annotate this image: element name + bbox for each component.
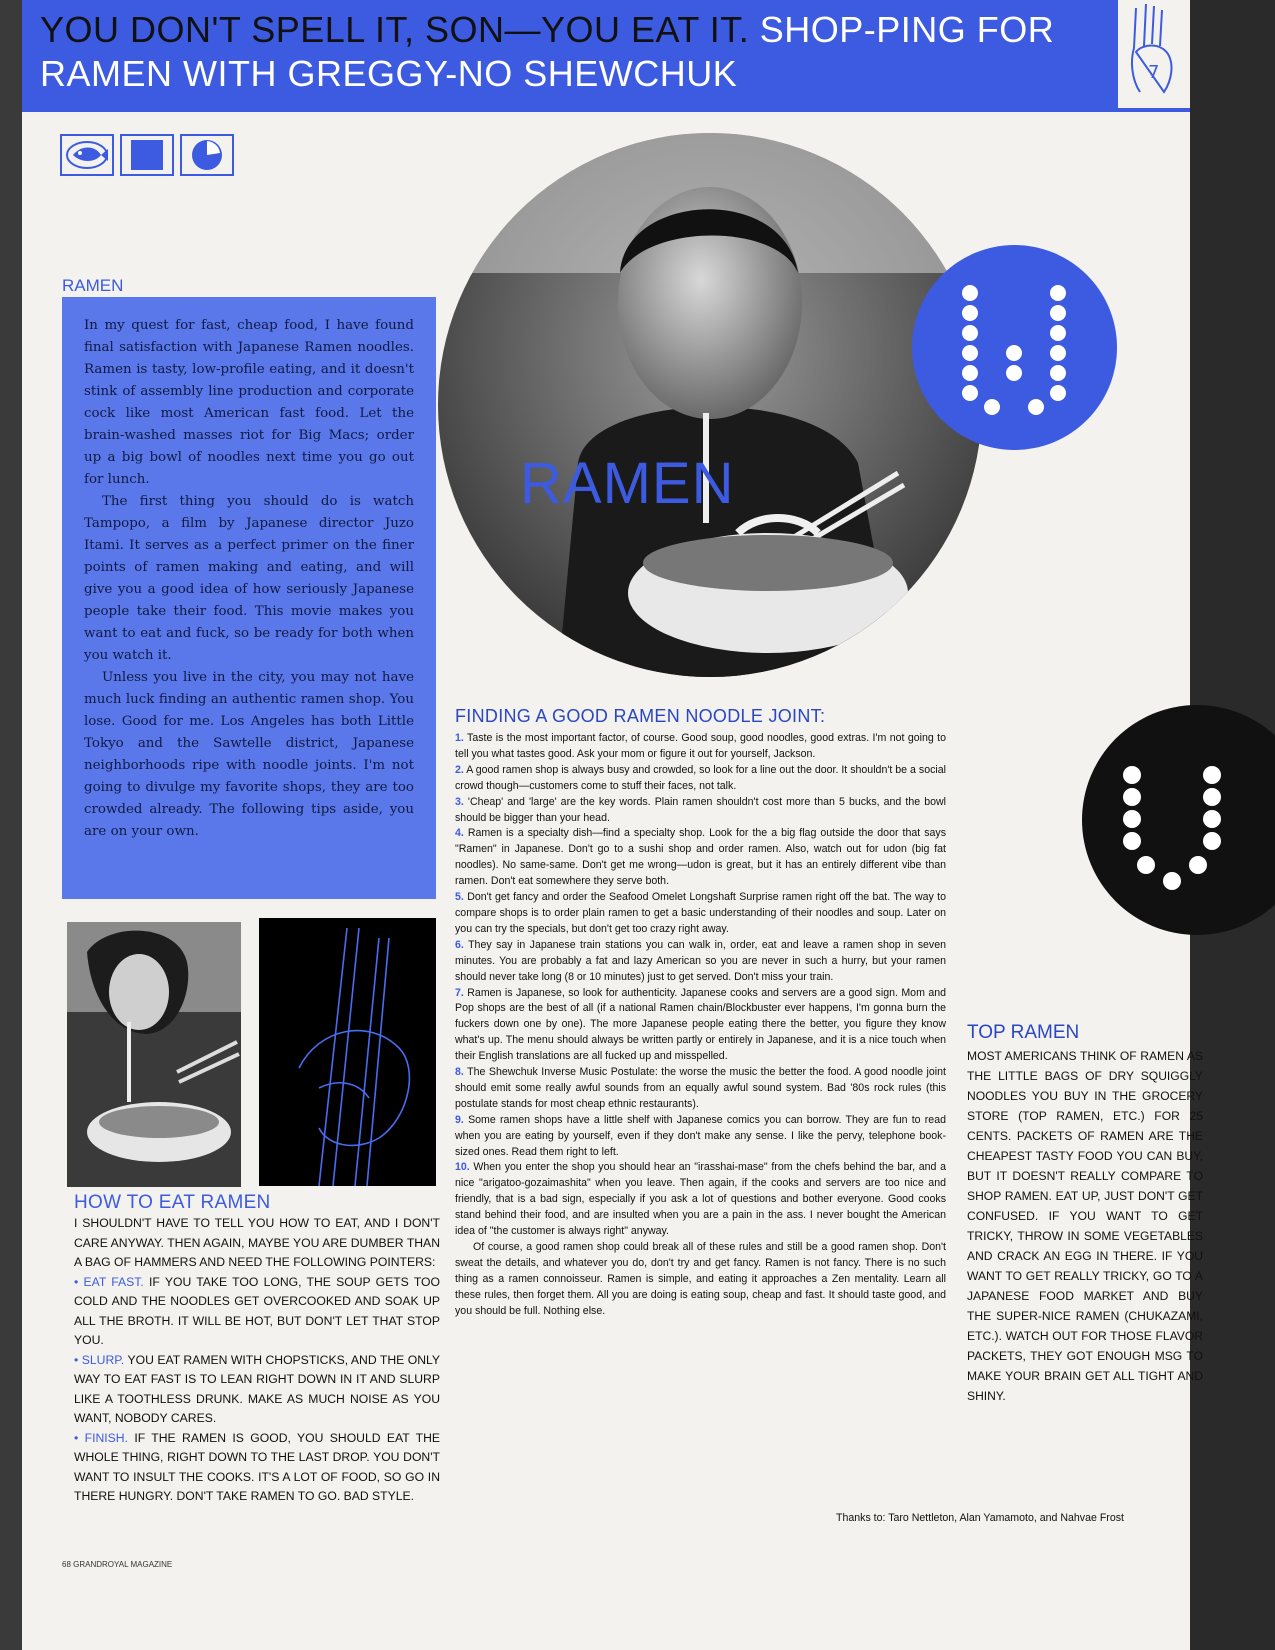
title-part-2: SHOP-PING FOR RAMEN WITH GREGGY-NO SHEWCHUK bbox=[40, 9, 1055, 94]
item-number: 2. bbox=[455, 763, 464, 776]
tip-slurp bbox=[74, 1351, 440, 1429]
photo-caption: RAMEN bbox=[520, 451, 735, 516]
top-ramen-title: TOP RAMEN bbox=[967, 1022, 1080, 1043]
square-icon bbox=[120, 134, 174, 176]
intro-paragraph: Unless you live in the city, you may not have much luck finding an authentic ramen shop. You lose. Good for me. Los Angeles has both Little Tokyo and the Sawtelle district, Japanese neighborhoods ripe with noodle joints. I'm not going to divulge my favorite shops, they are too crowded already. The following tips aside, you are on your own. bbox=[84, 670, 414, 839]
list-item bbox=[455, 795, 946, 827]
list-item bbox=[455, 1160, 946, 1240]
finding-joint-title: FINDING A GOOD RAMEN NOODLE JOINT: bbox=[455, 706, 826, 726]
item-text: A good ramen shop is always busy and crowded, so look for a line out the door. It shouldn't be a social crowd though—customers come to stuff their faces, not talk. bbox=[455, 763, 946, 792]
closing-paragraph: Of course, a good ramen shop could break all of these rules and still be a good ramen shop. Don't sweat the details, and whatever you do, don't try and get fancy. Ramen is not fancy. There is no such thing as a ramen connoisseur. Ramen is simple, and eating it approaches a Zen mentality. Learn all these rules, then forget them. All you are doing is eating soup, cheap and fast. It should taste good, and you should be full. Nothing else. bbox=[455, 1241, 946, 1317]
tip-text: IF YOU TAKE TOO LONG, THE SOUP GETS TOO COLD AND THE NOODLES GET OVERCOOKED AND SOAK UP ALL THE BROTH. IT WILL BE HOT, BUT DON'T LET THAT STOP YOU. bbox=[74, 1274, 440, 1347]
tip-eat-fast bbox=[74, 1273, 440, 1351]
woman-eating-photo bbox=[67, 922, 241, 1187]
chopsticks-hand-illustration bbox=[259, 918, 436, 1186]
item-number: 10. bbox=[455, 1161, 470, 1174]
section-label-ramen: RAMEN bbox=[62, 276, 124, 295]
item-number: 1. bbox=[455, 732, 464, 744]
list-item bbox=[455, 826, 946, 890]
how-to-intro: I SHOULDN'T HAVE TO TELL YOU HOW TO EAT, AND I DON'T CARE ANYWAY. THEN AGAIN, MAYBE YOU ARE DUMBER THAN A BAG OF HAMMERS AND NEED THE FOLLOWING POINTERS: bbox=[74, 1216, 440, 1269]
how-to-eat-title: HOW TO EAT RAMEN bbox=[74, 1192, 271, 1213]
letter-w-badge bbox=[912, 245, 1117, 450]
top-ramen-text: MOST AMERICANS THINK OF RAMEN AS THE LITTLE BAGS OF DRY SQUIGGLY NOODLES YOU BUY IN THE GROCERY STORE (TOP RAMEN, ETC.) FOR 25 CENTS. PACKETS OF RAMEN ARE THE CHEAPEST TASTY FOOD YOU CAN BUY, BUT IT DOESN'T REALLY COMPARE TO SHOP RAMEN. EAT UP, JUST DON'T GET CONFUSED. IF YOU WANT TO GET TRICKY, THROW IN SOME VEGETABLES AND CRACK AN EGG IN THERE. IF YOU WANT TO GET REALLY TRICKY, GO TO A JAPANESE FOOD MARKET AND BUY THE SUPER-NICE RAMEN (CHUKAZAMI, ETC.). WATCH OUT FOR THOSE FLAVOR PACKETS, THEY GOT ENOUGH MSG TO MAKE YOUR BRAIN GET ALL TIGHT AND SHINY. bbox=[967, 1049, 1203, 1403]
list-item bbox=[455, 986, 946, 1066]
credits-line: Thanks to: Taro Nettleton, Alan Yamamoto, and Nahvae Frost bbox=[836, 1512, 1124, 1524]
intro-text-box bbox=[62, 297, 436, 899]
how-to-eat-body bbox=[74, 1214, 440, 1507]
list-item bbox=[455, 890, 946, 938]
item-number: 7. bbox=[455, 986, 464, 999]
list-item bbox=[455, 1113, 946, 1161]
page-title bbox=[40, 8, 1120, 96]
item-text: The Shewchuk Inverse Music Postulate: the worse the music the better the food. A good noodle joint should emit some really awful sounds from an equally awful sound system. Bad '80s rock rules (this postulate stands for most cheap ethnic restaurants). bbox=[455, 1066, 946, 1110]
tip-tag: • SLURP. bbox=[74, 1352, 125, 1367]
item-number: 9. bbox=[455, 1113, 464, 1126]
page-folio: 68 GRANDROYAL MAGAZINE bbox=[62, 1560, 173, 1569]
tip-text: YOU EAT RAMEN WITH CHOPSTICKS, AND THE ONLY WAY TO EAT FAST IS TO LEAN RIGHT DOWN IN IT AND SLURP LIKE A TOOTHLESS DRUNK. MAKE AS MUCH NOISE AS YOU WANT, NOBODY CARES. bbox=[74, 1352, 440, 1425]
tip-tag: • EAT FAST. bbox=[74, 1274, 144, 1289]
item-number: 8. bbox=[455, 1066, 464, 1079]
svg-text:7: 7 bbox=[1148, 62, 1160, 83]
clock-icon bbox=[180, 134, 234, 176]
hand-sign-icon bbox=[1118, 0, 1190, 108]
list-item bbox=[455, 1065, 946, 1113]
fish-icon bbox=[60, 134, 114, 176]
item-number: 3. bbox=[455, 795, 464, 808]
letter-u-badge bbox=[1082, 705, 1275, 935]
item-text: Taste is the most important factor, of course. Good soup, good noodles, good extras. I'm not going to tell you what tastes good. Ask your mom or figure it out for yourself, Jackson. bbox=[455, 732, 946, 760]
title-part-1: YOU DON'T SPELL IT, SON—YOU EAT IT. bbox=[40, 9, 750, 50]
tip-finish bbox=[74, 1429, 440, 1507]
list-item bbox=[455, 731, 946, 763]
list-item bbox=[455, 938, 946, 986]
ramen-eater-photo bbox=[438, 133, 982, 677]
item-text: Ramen is Japanese, so look for authenticity. Japanese cooks and servers are a good sign. Mom and Pop shops are the best of all (if a national Ramen chain/Blockbuster ever happens, I'm gonna burn the fuckers down one by one). The more Japanese people eating there the better, you figure they know what's up. The menu should always be written partly or entirely in Japanese, and it is a nice touch when their English translations are all fucked up and misspelled. bbox=[455, 986, 946, 1063]
item-text: 'Cheap' and 'large' are the key words. Plain ramen shouldn't cost more than 5 bucks, and the bowl should be bigger than your head. bbox=[455, 795, 946, 824]
top-ramen-body bbox=[967, 1046, 1203, 1406]
item-number: 6. bbox=[455, 938, 464, 951]
item-text: When you enter the shop you should hear an "irasshai-mase" from the chefs behind the bar, and a nice "arigatoo-gozaimashita" when you leave. Then again, if the cooks and servers are too nice and friendly, that is a bad sign, especially if you ask a lot of questions and bother everyone. Good cooks stand behind their food, and are insulted when you are a pain in the ass. I never bought the American idea of "the customer is always right" anyway. bbox=[455, 1161, 946, 1238]
list-item bbox=[455, 763, 946, 795]
item-text: Ramen is a specialty dish—find a specialty shop. Look for the a big flag outside the door that says "Ramen" in Japanese. Don't go to a sushi shop and order ramen. Also, watch out for udon (big fat noodles). No same-same. Don't get me wrong—udon is great, but it has an entirely different vibe than ramen. Don't eat somewhere they serve both. bbox=[455, 827, 946, 888]
tip-text: IF THE RAMEN IS GOOD, YOU SHOULD EAT THE WHOLE THING, RIGHT DOWN TO THE LAST DROP. YOU DON'T WANT TO INSULT THE COOKS. IT'S A LOT OF FOOD, SO GO IN THERE HUNGRY. DON'T TAKE RAMEN TO GO. BAD STYLE. bbox=[74, 1430, 441, 1503]
tip-tag: • FINISH. bbox=[74, 1430, 128, 1445]
page-gutter bbox=[0, 0, 22, 1650]
item-text: They say in Japanese train stations you can walk in, order, eat and leave a ramen shop in seven minutes. You are probably a fat and lazy American so you are never in such a hurry, but your ramen should never take long (8 or 10 minutes) just to get served. Don't miss your train. bbox=[455, 938, 946, 983]
finding-joint-list bbox=[455, 731, 946, 1320]
dot-letter-w-icon bbox=[912, 245, 1117, 450]
item-text: Don't get fancy and order the Seafood Omelet Longshaft Surprise ramen right off the bat. The way to compare shops is to order plain ramen to get a basic understanding of their noodles and soup. Later on you can try the specials, but don't get too crazy right away. bbox=[455, 891, 946, 935]
intro-paragraph: In my quest for fast, cheap food, I have found final satisfaction with Japanese Ramen noodles. Ramen is tasty, low-profile eating, and it doesn't stink of assembly line production and corporate cock like most American fast food. Let the brain-washed masses riot for Big Macs; order up a big bowl of noodles next time you go out for lunch. bbox=[84, 318, 414, 487]
item-number: 4. bbox=[455, 827, 464, 840]
item-number: 5. bbox=[455, 891, 464, 904]
item-text: Some ramen shops have a little shelf with Japanese comics you can borrow. They are fun to read when you are eating by yourself, even if they don't make any sense. I like the pervy, telephone book-sized ones. Read them right to left. bbox=[455, 1113, 946, 1158]
intro-paragraph: The first thing you should do is watch Tampopo, a film by Japanese director Juzo Itami. It serves as a perfect primer on the finer points of ramen making and eating, and will give you a good idea of how seriously Japanese people take their food. This movie makes you want to eat and fuck, so be ready for both when you watch it. bbox=[84, 494, 414, 663]
icon-row bbox=[60, 134, 234, 176]
dot-letter-u-icon bbox=[1082, 705, 1275, 935]
